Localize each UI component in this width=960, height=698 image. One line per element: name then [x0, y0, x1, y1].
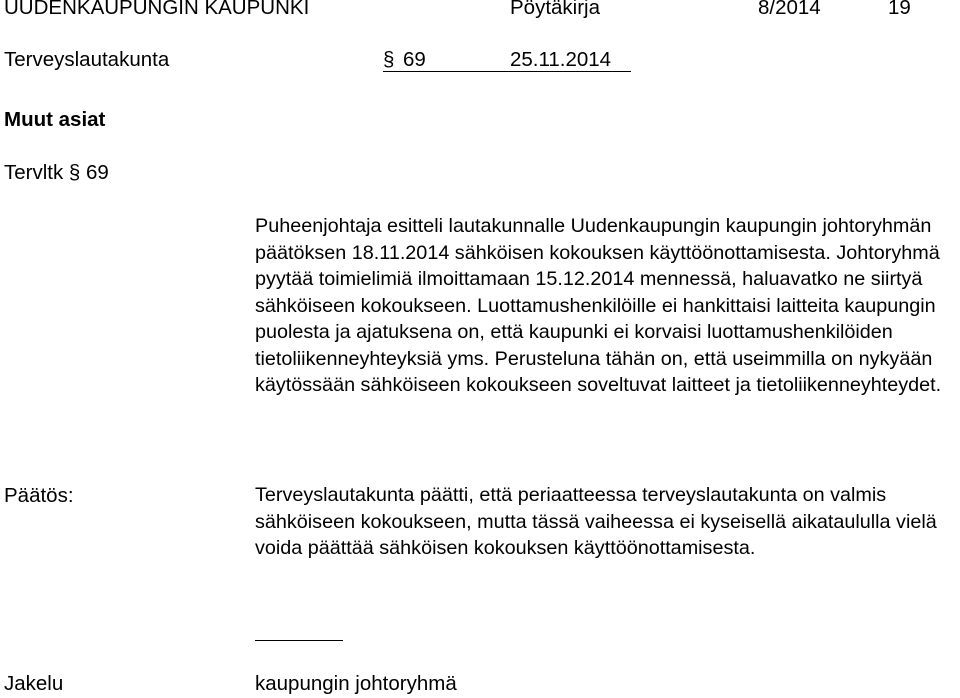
- document-number: 8/2014: [758, 0, 821, 19]
- section-reference: Tervltk § 69: [4, 161, 109, 184]
- distribution-label: Jakelu: [4, 672, 64, 695]
- meeting-date: 25.11.2014: [510, 48, 612, 71]
- committee-name: Terveyslautakunta: [4, 48, 170, 71]
- page-number: 19: [888, 0, 911, 19]
- organization-name: UUDENKAUPUNGIN KAUPUNKI: [4, 0, 310, 19]
- section-number: 69: [403, 48, 426, 71]
- header-underline: [383, 71, 631, 72]
- decision-text: Terveyslautakunta päätti, että periaatteessa terveyslautakunta on valmis sähköiseen kokoukseen, mutta tässä vaiheessa ei kyseisellä aikataululla vielä voida päättää sähköisen kokouksen käyttöönottamisesta.: [255, 484, 937, 559]
- decision-label: Päätös:: [4, 484, 74, 507]
- body-paragraph: Puheenjohtaja esitteli lautakunnalle Uudenkaupungin kaupungin johtoryhmän päätöksen 18.11.2014 sähköisen kokouksen käyttöönottamisesta. Johtoryhmä pyytää toimielimiä ilmoittamaan 15.12.2014 mennessä, haluavatko ne siirtyä sähköiseen kokoukseen. Luottamushenkilöille ei hankittaisi laitteita kaupungin puolesta ja ajatuksena on, että kaupunki ei korvaisi luottamushenkilöiden tietoliikenneyhteyksiä yms. Perusteluna tähän on, että useimmilla on nykyään käytössään sähköiseen kokoukseen soveltuvat laitteet ja tietoliikenneyhteydet.: [255, 215, 942, 396]
- document-type: Pöytäkirja: [510, 0, 601, 19]
- section-title: Muut asiat: [4, 108, 106, 131]
- separator-line: [255, 640, 343, 641]
- distribution-recipient: kaupungin johtoryhmä: [255, 672, 457, 695]
- section-symbol: §: [383, 48, 395, 71]
